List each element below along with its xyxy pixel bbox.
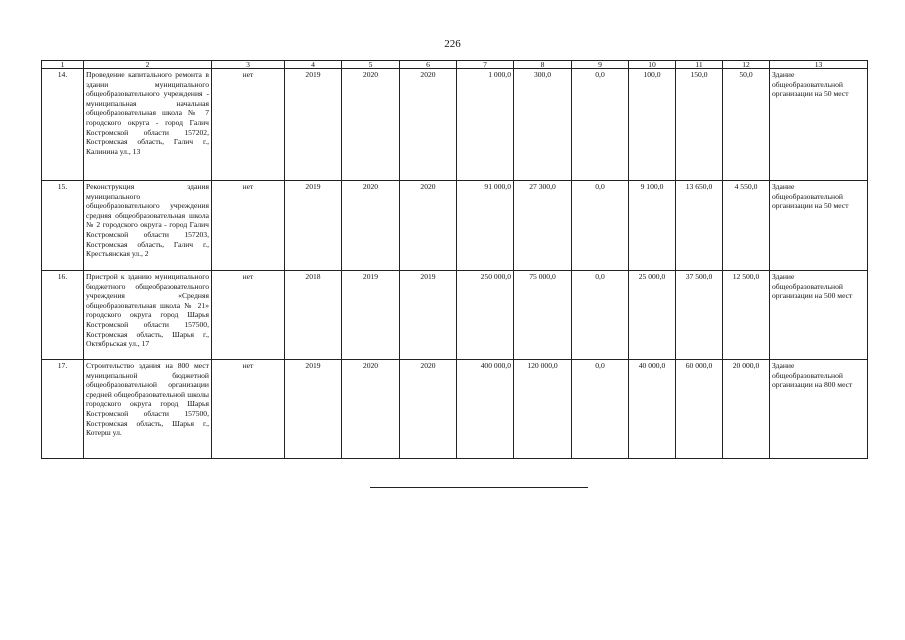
column-header: 7 <box>457 61 514 69</box>
table-row <box>42 69 868 181</box>
cell: 13 650,0 <box>676 181 723 271</box>
cell: 0,0 <box>572 271 629 360</box>
column-header: 9 <box>572 61 629 69</box>
cell: 2018 <box>285 271 342 360</box>
cell: 150,0 <box>676 69 723 181</box>
column-header: 1 <box>42 61 84 69</box>
cell: нет <box>212 181 285 271</box>
cell: 9 100,0 <box>629 181 676 271</box>
page-number: 226 <box>444 38 461 50</box>
object-name: Пристрой к зданию муниципального бюджетного общеобразовательного учреждения «Средняя общеобразовательная школа № 21» городского округа город Шарья Костромской области 157500, Костромская область, Шарья г., Октябрьская ул., 17 <box>84 271 212 360</box>
cell: 37 500,0 <box>676 271 723 360</box>
object-name: Проведение капитального ремонта в здании муниципального общеобразовательного учреждения - муниципальная начальная общеобразовательная школа № 7 городского округа - город Галич Костромской области 157202, Костромская область, Галич г., Калинина ул., 13 <box>84 69 212 181</box>
table-row <box>42 360 868 459</box>
cell: 0,0 <box>572 360 629 459</box>
cell: нет <box>212 271 285 360</box>
column-header: 6 <box>400 61 457 69</box>
row-number: 15. <box>42 181 84 271</box>
row-number: 14. <box>42 69 84 181</box>
cell: 20 000,0 <box>723 360 770 459</box>
cell: 91 000,0 <box>457 181 514 271</box>
cell: 25 000,0 <box>629 271 676 360</box>
cell: 2020 <box>400 181 457 271</box>
object-name: Реконструкция здания муниципального общеобразовательного учреждения средняя общеобразовательная школа № 2 городского округа - город Галич Костромской области 157203, Костромская область, Галич г., Крестьянская ул., 2 <box>84 181 212 271</box>
object-name: Строительство здания на 800 мест муниципальной бюджетной общеобразовательной организации средней общеобразовательной школы городского округа город Шарья Костромской области 157500, Костромская область, Шарья г., Котерш ул. <box>84 360 212 459</box>
cell: 0,0 <box>572 181 629 271</box>
cell: 2019 <box>285 69 342 181</box>
cell: 2020 <box>342 69 400 181</box>
cell: 100,0 <box>629 69 676 181</box>
cell: 2020 <box>342 181 400 271</box>
table-row <box>42 271 868 360</box>
cell: нет <box>212 360 285 459</box>
cell: 2019 <box>285 181 342 271</box>
column-header: 8 <box>514 61 572 69</box>
column-header: 13 <box>770 61 868 69</box>
cell: 0,0 <box>572 69 629 181</box>
cell: 120 000,0 <box>514 360 572 459</box>
object-description: Здание общеобразовательной организации на 50 мест <box>770 181 868 271</box>
column-header: 10 <box>629 61 676 69</box>
cell: 50,0 <box>723 69 770 181</box>
row-number: 16. <box>42 271 84 360</box>
closing-rule <box>370 487 588 488</box>
row-number: 17. <box>42 360 84 459</box>
cell: 40 000,0 <box>629 360 676 459</box>
cell: нет <box>212 69 285 181</box>
object-description: Здание общеобразовательной организации на 50 мест <box>770 69 868 181</box>
cell: 2020 <box>400 69 457 181</box>
cell: 75 000,0 <box>514 271 572 360</box>
table-row <box>42 181 868 271</box>
cell: 60 000,0 <box>676 360 723 459</box>
object-description: Здание общеобразовательной организации на 500 мест <box>770 271 868 360</box>
cell: 2020 <box>400 360 457 459</box>
column-header: 4 <box>285 61 342 69</box>
cell: 400 000,0 <box>457 360 514 459</box>
column-header: 12 <box>723 61 770 69</box>
cell: 300,0 <box>514 69 572 181</box>
cell: 2019 <box>285 360 342 459</box>
column-header: 3 <box>212 61 285 69</box>
investment-table <box>41 60 868 459</box>
cell: 4 550,0 <box>723 181 770 271</box>
column-header: 5 <box>342 61 400 69</box>
cell: 2019 <box>342 271 400 360</box>
cell: 12 500,0 <box>723 271 770 360</box>
cell: 2019 <box>400 271 457 360</box>
column-number-row <box>42 61 868 69</box>
cell: 1 000,0 <box>457 69 514 181</box>
cell: 27 300,0 <box>514 181 572 271</box>
cell: 2020 <box>342 360 400 459</box>
column-header: 2 <box>84 61 212 69</box>
cell: 250 000,0 <box>457 271 514 360</box>
column-header: 11 <box>676 61 723 69</box>
object-description: Здание общеобразовательной организации на 800 мест <box>770 360 868 459</box>
